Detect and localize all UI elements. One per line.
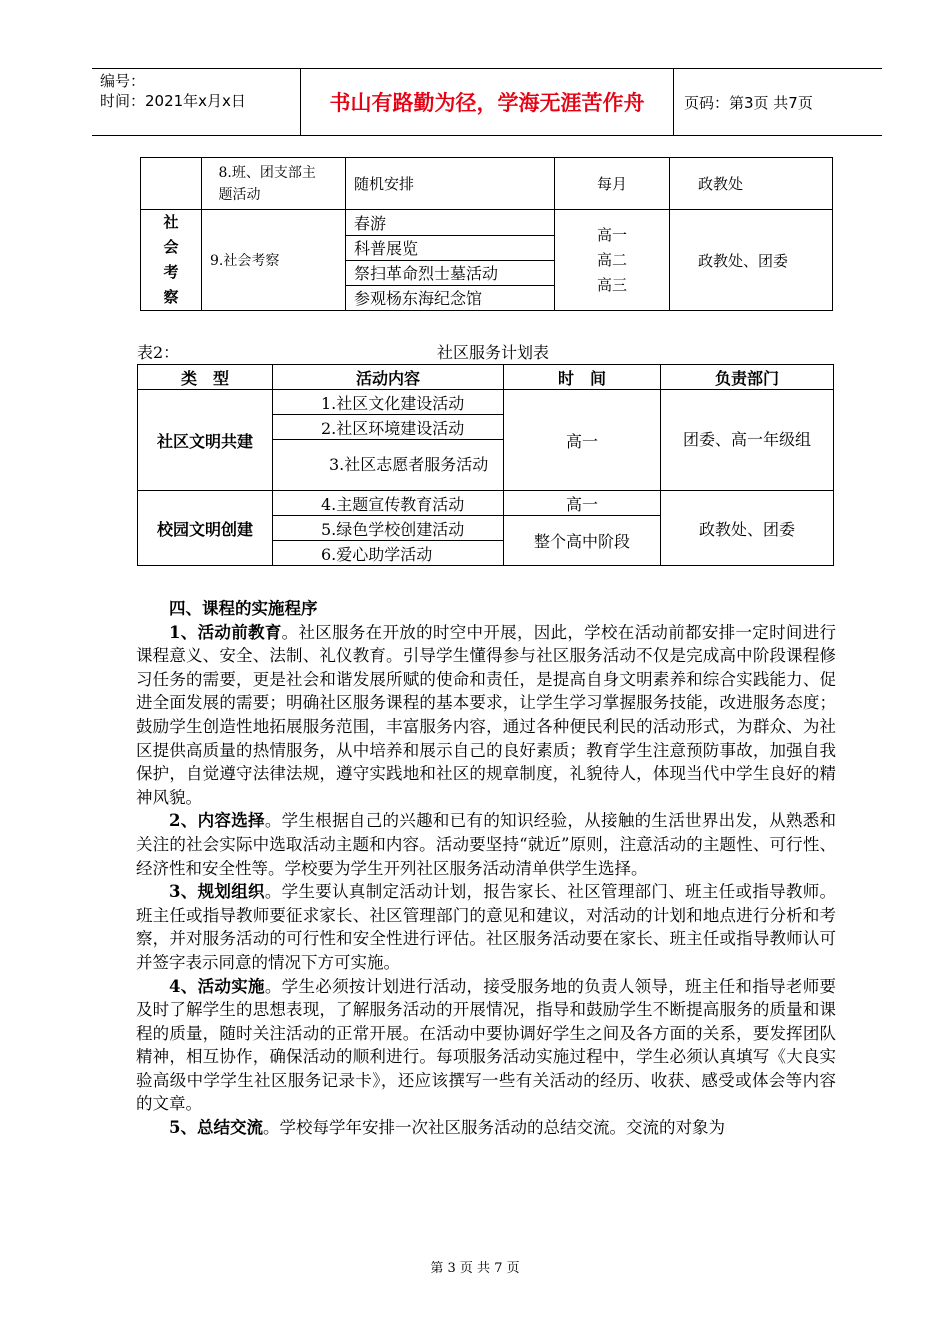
community-service-table [137,364,834,566]
caption-label: 表2： [137,343,180,362]
dept-label: 团委、高一年级组 [682,430,811,449]
list-item: 春游 [346,211,554,236]
activity-item: 6.爱心助学活动 [273,541,504,566]
paragraph [136,621,836,810]
grades-label: 高一 高二 高三 [596,225,627,294]
dept-cell: 政教处 [670,158,833,210]
page-footer: 第 3 页 共 7 页 [430,1261,520,1276]
paragraph-lead: 5、总结交流 [169,1118,263,1138]
time-label: 时间：2021年x月x日 [100,92,246,110]
time-cell: 每月 [555,158,670,210]
paragraph-text: 。社区服务在开放的时空中开展，因此，学校在活动前都安排一定时间进行课程意义、安全、法制、礼仪教育。引导学生懂得参与社区服务活动不仅是完成高中阶段课程修习任务的需要，更是社会和谐发展所赋的使命和责任，是提高自身文明素养和综合实践能力、促进全面发展的需要；明确社区服务课程的基本要求，让学生学习掌握服务技能，改进服务态度；鼓励学生创造性地拓展服务范围，丰富服务内容，通过各种便民利民的活动形式，为群众、为社区提供高质量的热情服务，从中培养和展示自己的良好素质；教育学生注意预防事故，加强自我保护，自觉遵守法律法规，遵守实践地和社区的规章制度，礼貌待人，体现当代中学生良好的精神风貌。 [136,622,836,807]
column-header: 类 型 [138,365,273,390]
activity-item-text: 3.社区志愿者服务活动 [329,455,489,474]
type-label: 社会考察 [163,213,179,306]
activity-item: 5.绿色学校创建活动 [273,516,504,541]
time-cell: 整个高中阶段 [504,516,661,566]
paragraph [136,1116,836,1140]
header-page-label: 页码：第3页 共7页 [684,93,813,112]
grades-cell [555,210,670,311]
table-row [141,158,833,210]
column-header: 时 间 [504,365,661,390]
activity-item: 4.主题宣传教育活动 [273,491,504,516]
header-motto: 书山有路勤为径，学海无涯苦作舟 [301,69,674,135]
paragraph-lead: 1、活动前教育 [169,622,282,642]
section-title: 四、课程的实施程序 [169,599,318,618]
arrangement-cell: 随机安排 [346,158,555,210]
paragraph [136,880,836,974]
column-header: 负责部门 [661,365,834,390]
dept-cell [661,390,834,491]
table-row [138,491,834,516]
time-cell: 高一 [504,491,661,516]
activity-item [273,440,504,491]
items-cell [346,210,555,311]
number-label: 编号： [100,72,146,90]
list-item: 参观杨东海纪念馆 [354,289,483,308]
list-item: 祭扫革命烈士墓活动 [346,260,554,285]
dept-cell: 政教处、团委 [661,491,834,566]
list-item: 科普展览 [346,235,554,260]
table-row [138,390,834,415]
paragraph-text: 。学生必须按计划进行活动，接受服务地的负责人领导，班主任和指导老师要及时了解学生的思想表现，了解服务活动的开展情况，指导和鼓励学生不断提高服务的质量和课程的质量，随时关注活动的正常开展。在活动中要协调好学生之间及各方面的关系，要发挥团队精神，相互协作，确保活动的顺利进行。每项服务活动实施过程中，学生必须认真填写《大良实验高级中学学生社区服务记录卡》，还应该撰写一些有关活动的经历、收获、感受或体会等内容的文章。 [136,976,837,1114]
type-cell [141,210,202,311]
paragraph [136,809,836,880]
header-meta [92,69,301,135]
table-row [141,210,833,311]
activity-name: 9.社会考察 [202,210,346,311]
caption-title: 社区服务计划表 [437,343,550,362]
paragraph-lead: 2、内容选择 [169,811,265,831]
items-list [346,211,554,310]
table-caption [137,340,834,363]
page-header [92,68,882,136]
activity-name: 8.班、团支部主题活动 [218,164,316,203]
type-cell: 校园文明创建 [138,491,273,566]
paragraph-text: 。学生要认真制定活动计划，报告家长、社区管理部门、班主任或指导教师。班主任或指导教师要征求家长、社区管理部门的意见和建议，对活动的计划和地点进行分析和考察，并对服务活动的可行性和安全性进行评估。社区服务活动要在家长、班主任或指导教师认可并签字表示同意的情况下方可实施。 [136,882,837,972]
activity-item: 1.社区文化建设活动 [273,390,504,415]
paragraph-text: 。学校每学年安排一次社区服务活动的总结交流。交流的对象为 [262,1118,725,1138]
activity-item: 2.社区环境建设活动 [273,415,504,440]
paragraph-text: 。学生根据自己的兴趣和已有的知识经验，从接触的生活世界出发，从熟悉和关注的社会实际中选取活动主题和内容。活动要坚持“就近”原则，注意活动的主题性、可行性、经济性和安全性等。学校要为学生开列社区服务活动清单供学生选择。 [136,811,837,878]
activity-table [140,157,833,311]
table-header-row [138,365,834,390]
type-cell: 社区文明共建 [138,390,273,491]
paragraph-lead: 3、规划组织 [169,882,265,902]
time-cell: 高一 [504,390,661,491]
paragraph-lead: 4、活动实施 [169,976,265,996]
body-text [136,597,836,1140]
table-cell [141,158,202,210]
table-cell [202,158,346,210]
dept-cell: 政教处、团委 [670,210,833,311]
paragraph [136,975,836,1117]
column-header: 活动内容 [273,365,504,390]
